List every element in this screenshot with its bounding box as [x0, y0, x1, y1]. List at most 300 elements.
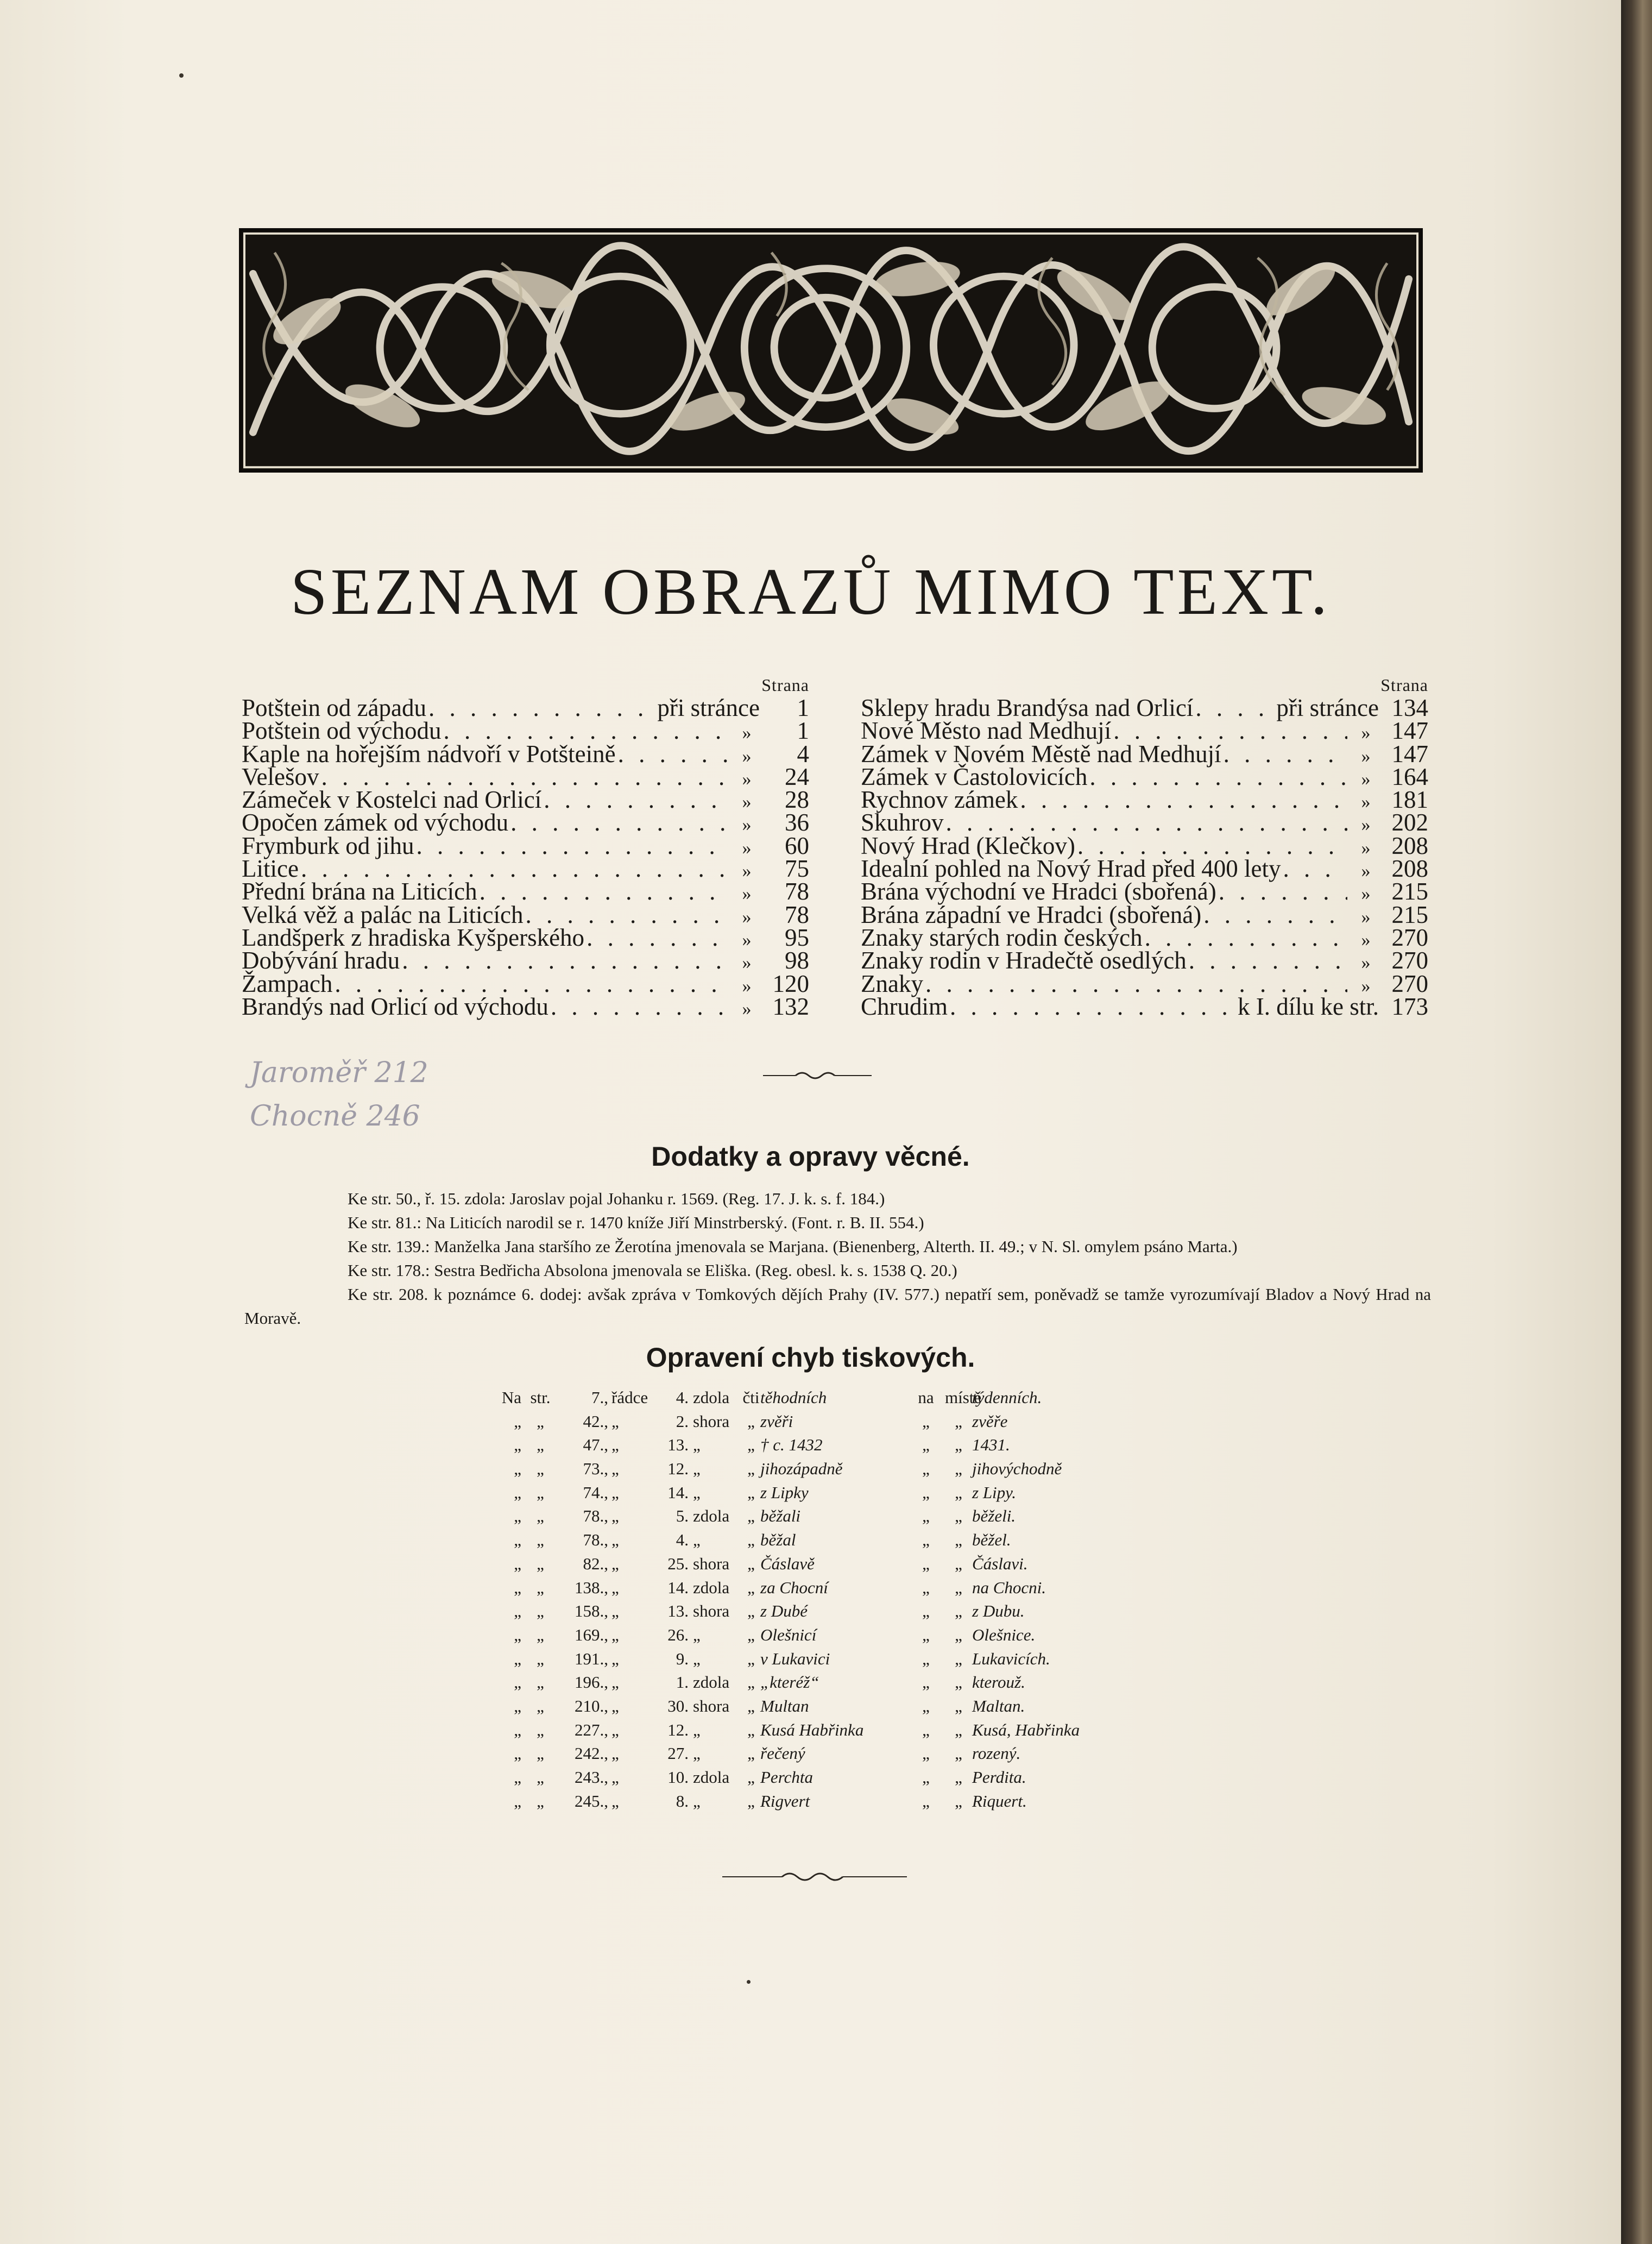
- list-item: [242, 834, 809, 857]
- entry-title: Nový Hrad (Klečkov): [861, 832, 1075, 859]
- column-header-strana: Strana: [761, 675, 809, 695]
- ditto-mark: »: [742, 907, 752, 927]
- errata-cell-read: Perchta: [760, 1768, 813, 1787]
- errata-cell-dir: „: [693, 1744, 701, 1763]
- ditto-mark: »: [1361, 907, 1371, 927]
- errata-cell-f: „: [955, 1673, 962, 1692]
- entry-title: Znaky: [861, 970, 923, 997]
- errata-cell-line: 2.: [676, 1411, 689, 1431]
- addendum-item: Ke str. 50., ř. 15. zdola: Jaroslav pojal Johanku r. 1569. (Reg. 17. J. k. s. f. 184.): [348, 1189, 885, 1208]
- entry-title: Znaky rodin v Hradečtě osedlých: [861, 947, 1187, 975]
- list-item: [861, 740, 1428, 768]
- leader-dots: [1077, 834, 1347, 857]
- list-right-column: [861, 674, 1428, 1018]
- errata-cell-a: „: [514, 1649, 521, 1668]
- errata-cell-a: Na: [501, 1388, 521, 1407]
- entry-page-number: 4: [797, 740, 809, 768]
- leader-dots: [321, 765, 728, 788]
- leader-dots: [525, 903, 728, 926]
- errata-cell-page: 73.,: [583, 1459, 608, 1479]
- entry-title: Potštein od západu: [242, 694, 426, 721]
- leader-dots: [1113, 719, 1347, 742]
- errata-cell-d: „: [747, 1577, 755, 1597]
- ditto-mark: »: [1361, 929, 1371, 950]
- ditto-mark: »: [742, 976, 752, 996]
- errata-cell-page: 74.,: [583, 1482, 608, 1502]
- errata-cell-f: „: [955, 1459, 962, 1479]
- errata-cell-d: „: [747, 1554, 755, 1573]
- errata-cell-instead: týdenních.: [972, 1388, 1042, 1407]
- errata-cell-b: „: [537, 1791, 544, 1811]
- errata-cell-instead: Riquert.: [972, 1791, 1027, 1811]
- errata-cell-d: „: [747, 1506, 755, 1526]
- entry-page-number: 1: [797, 694, 809, 721]
- entry-title: Potštein od východu: [242, 717, 442, 745]
- errata-cell-dir: „: [693, 1459, 701, 1479]
- entry-title: Nové Město nad Medhují: [861, 717, 1112, 745]
- errata-cell-e: „: [922, 1601, 930, 1621]
- errata-cell-page: 138.,: [575, 1577, 608, 1597]
- entry-page-number: 36: [785, 809, 809, 837]
- entry-page-number: 164: [1391, 763, 1428, 790]
- errata-cell-dir: „: [693, 1649, 701, 1668]
- errata-cell-b: „: [537, 1601, 544, 1621]
- errata-cell-f: místě: [945, 1388, 982, 1407]
- errata-cell-line: 5.: [676, 1506, 689, 1526]
- errata-cell-e: na: [918, 1388, 934, 1407]
- ditto-mark: »: [742, 723, 752, 744]
- leader-dots: [1203, 903, 1347, 926]
- errata-cell-page: 78.,: [583, 1506, 608, 1526]
- errata-cell-f: „: [955, 1601, 962, 1621]
- errata-cell-b: „: [537, 1673, 544, 1692]
- errata-cell-d: „: [747, 1530, 755, 1550]
- errata-cell-page: 42.,: [583, 1411, 608, 1431]
- leader-dots: [618, 743, 728, 765]
- list-item: [242, 947, 809, 975]
- errata-cell-b: „: [537, 1768, 544, 1787]
- errata-cell-line: 1.: [676, 1673, 689, 1692]
- leader-dots: [946, 811, 1347, 834]
- entry-page-number: 173: [1391, 992, 1428, 1020]
- errata-cell-a: „: [514, 1720, 521, 1739]
- errata-cell-page: 245.,: [575, 1791, 608, 1811]
- errata-cell-dir: „: [693, 1530, 701, 1550]
- errata-cell-e: „: [922, 1673, 930, 1692]
- errata-cell-e: „: [922, 1554, 930, 1573]
- entry-title: Opočen zámek od východu: [242, 809, 509, 837]
- list-item: [242, 972, 809, 995]
- entry-page-number: 132: [772, 992, 809, 1020]
- errata-cell-a: „: [514, 1601, 521, 1621]
- errata-cell-e: „: [922, 1411, 930, 1431]
- errata-cell-a: „: [514, 1768, 521, 1787]
- errata-row: [478, 1768, 1184, 1792]
- errata-cell-a: „: [514, 1577, 521, 1597]
- errata-cell-line: 4.: [676, 1530, 689, 1550]
- errata-cell-page: 47.,: [583, 1435, 608, 1455]
- entry-page-number: 24: [785, 763, 809, 790]
- errata-cell-read: „kteréž“: [760, 1673, 819, 1692]
- errata-cell-e: „: [922, 1791, 930, 1811]
- entry-title: Brána západní ve Hradci (sbořená): [861, 901, 1202, 928]
- leader-dots: [402, 949, 728, 972]
- ditto-mark: »: [1361, 884, 1371, 904]
- errata-cell-c: „: [611, 1649, 619, 1668]
- leader-dots: [587, 926, 728, 949]
- leader-dots: [925, 972, 1347, 995]
- addenda-heading: Dodatky a opravy věcné.: [651, 1141, 970, 1172]
- errata-cell-e: „: [922, 1696, 930, 1715]
- leader-dots: [301, 857, 728, 880]
- entry-title: Landšperk z hradiska Kyšperského: [242, 923, 585, 951]
- errata-cell-dir: „: [693, 1720, 701, 1739]
- errata-row: [478, 1625, 1184, 1649]
- column-header-strana: Strana: [1380, 675, 1428, 695]
- errata-cell-f: „: [955, 1744, 962, 1763]
- errata-cell-read: těhodních: [760, 1388, 827, 1407]
- pencil-note-line: Chocně 246: [250, 1100, 420, 1133]
- errata-cell-page: 196.,: [575, 1673, 608, 1692]
- errata-cell-line: 13.: [667, 1435, 689, 1455]
- ditto-mark: »: [742, 838, 752, 858]
- errata-cell-read: Rigvert: [760, 1791, 810, 1811]
- entry-title: Skuhrov: [861, 809, 944, 837]
- entry-page-number: 98: [785, 947, 809, 975]
- divider-ornament-icon: [763, 1070, 872, 1081]
- list-item: [242, 717, 809, 745]
- leader-dots: [950, 995, 1235, 1018]
- entry-title: Zámek v Častolovicích: [861, 763, 1088, 790]
- errata-cell-e: „: [922, 1435, 930, 1455]
- errata-cell-c: „: [611, 1720, 619, 1739]
- errata-cell-c: „: [611, 1506, 619, 1526]
- errata-cell-line: 26.: [667, 1625, 689, 1644]
- ditto-mark: »: [742, 953, 752, 973]
- errata-cell-instead: rozený.: [972, 1744, 1021, 1763]
- errata-row: [478, 1720, 1184, 1744]
- errata-row: [478, 1792, 1184, 1815]
- errata-cell-c: „: [611, 1625, 619, 1644]
- errata-cell-line: 12.: [667, 1720, 689, 1739]
- ornamental-banner: [239, 228, 1423, 473]
- errata-cell-dir: shora: [693, 1696, 730, 1715]
- leader-dots: [444, 719, 729, 742]
- book-gutter: [1621, 0, 1652, 2244]
- errata-cell-c: „: [611, 1530, 619, 1550]
- errata-cell-line: 8.: [676, 1791, 689, 1811]
- errata-cell-instead: z Dubu.: [972, 1601, 1025, 1621]
- entry-reference: při stránce: [657, 694, 760, 721]
- entry-page-number: 120: [772, 970, 809, 997]
- errata-cell-page: 82.,: [583, 1554, 608, 1573]
- errata-cell-e: „: [922, 1768, 930, 1787]
- pencil-note-line: Jaroměř 212: [250, 1057, 428, 1089]
- errata-cell-d: „: [747, 1673, 755, 1692]
- errata-cell-read: Kusá Habřinka: [760, 1720, 864, 1739]
- errata-cell-e: „: [922, 1649, 930, 1668]
- leader-dots: [551, 995, 728, 1018]
- page-title: SEZNAM OBRAZŮ MIMO TEXT.: [290, 555, 1331, 628]
- errata-row: [478, 1530, 1184, 1554]
- errata-cell-b: str.: [530, 1388, 551, 1407]
- errata-row: [478, 1601, 1184, 1625]
- errata-cell-page: 227.,: [575, 1720, 608, 1739]
- entry-title: Velešov: [242, 763, 319, 790]
- errata-row: [478, 1696, 1184, 1720]
- errata-cell-instead: kterouž.: [972, 1673, 1025, 1692]
- errata-cell-c: řádce: [611, 1388, 648, 1407]
- entry-page-number: 95: [785, 923, 809, 951]
- entry-page-number: 147: [1391, 740, 1428, 768]
- errata-row: [478, 1673, 1184, 1696]
- errata-cell-b: „: [537, 1649, 544, 1668]
- errata-cell-line: 12.: [667, 1459, 689, 1479]
- paper-speck: [747, 1980, 751, 1984]
- entry-title: Litice: [242, 855, 299, 883]
- errata-cell-line: 30.: [667, 1696, 689, 1715]
- errata-cell-line: 10.: [667, 1768, 689, 1787]
- errata-cell-a: „: [514, 1554, 521, 1573]
- errata-cell-dir: zdola: [693, 1388, 730, 1407]
- leader-dots: [335, 972, 728, 995]
- errata-cell-b: „: [537, 1506, 544, 1526]
- errata-cell-c: „: [611, 1601, 619, 1621]
- pencil-annotation: [250, 1051, 428, 1138]
- errata-cell-dir: „: [693, 1791, 701, 1811]
- errata-cell-line: 14.: [667, 1482, 689, 1502]
- errata-cell-instead: Čáslavi.: [972, 1554, 1028, 1573]
- entry-title: Zámek v Novém Městě nad Medhují: [861, 740, 1221, 768]
- errata-cell-read: v Lukavici: [760, 1649, 830, 1668]
- errata-row: [478, 1506, 1184, 1530]
- list-left-column: [242, 674, 809, 1018]
- errata-cell-c: „: [611, 1744, 619, 1763]
- errata-cell-c: „: [611, 1696, 619, 1715]
- entry-page-number: 134: [1391, 694, 1428, 721]
- errata-row: [478, 1435, 1184, 1459]
- errata-cell-a: „: [514, 1435, 521, 1455]
- list-item: [242, 878, 809, 906]
- errata-cell-f: „: [955, 1554, 962, 1573]
- list-item: [242, 786, 809, 814]
- errata-cell-f: „: [955, 1435, 962, 1455]
- ditto-mark: »: [742, 792, 752, 813]
- errata-cell-instead: Maltan.: [972, 1696, 1025, 1715]
- errata-cell-read: Olešnicí: [760, 1625, 817, 1644]
- ditto-mark: »: [1361, 976, 1371, 996]
- errata-cell-dir: zdola: [693, 1506, 730, 1526]
- errata-cell-e: „: [922, 1577, 930, 1597]
- addendum-item: Ke str. 139.: Manželka Jana staršího ze Žerotína jmenovala se Marjana. (Bienenberg, Alterth. II. 49.; v N. Sl. omylem psáno Marta.): [348, 1237, 1238, 1256]
- errata-cell-read: Čáslavě: [760, 1554, 815, 1573]
- errata-cell-f: „: [955, 1696, 962, 1715]
- errata-cell-b: „: [537, 1625, 544, 1644]
- errata-cell-e: „: [922, 1482, 930, 1502]
- errata-cell-f: „: [955, 1791, 962, 1811]
- leader-dots: [1283, 857, 1347, 880]
- list-item: [861, 992, 1428, 1020]
- entry-page-number: 181: [1391, 786, 1428, 814]
- errata-cell-e: „: [922, 1720, 930, 1739]
- addendum-item: Ke str. 208. k poznámce 6. dodej: avšak zpráva v Tomkových dějích Prahy (IV. 577.) nepatří sem, poněvadž se tamže vyrozumívají Bladov a Nový Hrad na Moravě.: [244, 1285, 1431, 1328]
- list-item: [861, 947, 1428, 975]
- ditto-mark: »: [742, 929, 752, 950]
- errata-cell-dir: „: [693, 1435, 701, 1455]
- interlace-ornament: [242, 231, 1420, 469]
- errata-cell-b: „: [537, 1435, 544, 1455]
- errata-cell-e: „: [922, 1506, 930, 1526]
- errata-cell-page: 242.,: [575, 1744, 608, 1763]
- list-item: [242, 992, 809, 1020]
- entry-page-number: 1: [797, 717, 809, 745]
- errata-heading: Opravení chyb tiskových.: [646, 1342, 975, 1373]
- errata-cell-page: 158.,: [575, 1601, 608, 1621]
- errata-cell-f: „: [955, 1411, 962, 1431]
- errata-cell-d: „: [747, 1720, 755, 1739]
- errata-cell-instead: jihovýchodně: [972, 1459, 1062, 1479]
- errata-cell-d: „: [747, 1696, 755, 1715]
- entry-title: Velká věž a palác na Liticích: [242, 901, 524, 928]
- errata-cell-read: zvěři: [760, 1411, 793, 1431]
- addendum-item: Ke str. 81.: Na Liticích narodil se r. 1470 kníže Jiří Minstrberský. (Font. r. B. II. 554.): [348, 1213, 924, 1232]
- entry-title: Dobývání hradu: [242, 947, 400, 975]
- errata-cell-b: „: [537, 1459, 544, 1479]
- errata-cell-dir: shora: [693, 1601, 730, 1621]
- errata-table: [478, 1388, 1184, 1815]
- entry-page-number: 147: [1391, 717, 1428, 745]
- errata-cell-f: „: [955, 1577, 962, 1597]
- errata-cell-dir: „: [693, 1482, 701, 1502]
- errata-cell-page: 78.,: [583, 1530, 608, 1550]
- errata-cell-line: 27.: [667, 1744, 689, 1763]
- ditto-mark: »: [1361, 815, 1371, 835]
- list-item: [861, 855, 1428, 883]
- leader-dots: [1145, 926, 1347, 949]
- addenda-notes: [244, 1187, 1431, 1330]
- errata-row: [478, 1578, 1184, 1602]
- ditto-mark: »: [1361, 953, 1371, 973]
- errata-cell-instead: běžel.: [972, 1530, 1011, 1550]
- entry-page-number: 215: [1391, 878, 1428, 906]
- list-item: [242, 809, 809, 837]
- errata-cell-a: „: [514, 1625, 521, 1644]
- errata-cell-c: „: [611, 1411, 619, 1431]
- ditto-mark: »: [1361, 861, 1371, 882]
- errata-row: [478, 1483, 1184, 1507]
- errata-cell-a: „: [514, 1696, 521, 1715]
- errata-cell-instead: z Lipy.: [972, 1482, 1016, 1502]
- errata-cell-page: 7.,: [591, 1388, 608, 1407]
- leader-dots: [428, 696, 655, 719]
- errata-cell-a: „: [514, 1506, 521, 1526]
- list-item: [242, 765, 809, 788]
- leader-dots: [1224, 743, 1347, 765]
- list-item: [861, 765, 1428, 788]
- addendum-item: Ke str. 178.: Sestra Bedřicha Absolona jmenovala se Eliška. (Reg. obesl. k. s. 1538 Q. 20.): [348, 1261, 957, 1280]
- errata-cell-instead: 1431.: [972, 1435, 1010, 1455]
- errata-cell-e: „: [922, 1530, 930, 1550]
- list-item: [861, 923, 1428, 951]
- entry-page-number: 78: [785, 878, 809, 906]
- errata-cell-page: 191.,: [575, 1649, 608, 1668]
- entry-page-number: 215: [1391, 901, 1428, 928]
- errata-cell-a: „: [514, 1459, 521, 1479]
- list-item: [861, 696, 1428, 719]
- errata-cell-d: „: [747, 1768, 755, 1787]
- errata-cell-d: „: [747, 1459, 755, 1479]
- errata-cell-d: „: [747, 1435, 755, 1455]
- errata-cell-e: „: [922, 1744, 930, 1763]
- leader-dots: [544, 788, 728, 811]
- errata-cell-b: „: [537, 1554, 544, 1573]
- errata-cell-a: „: [514, 1482, 521, 1502]
- errata-cell-d: „: [747, 1649, 755, 1668]
- ditto-mark: »: [1361, 792, 1371, 813]
- errata-cell-instead: Kusá, Habřinka: [972, 1720, 1080, 1739]
- list-item: [861, 809, 1428, 837]
- errata-cell-d: „: [747, 1482, 755, 1502]
- errata-cell-line: 9.: [676, 1649, 689, 1668]
- errata-cell-read: běžali: [760, 1506, 801, 1526]
- ditto-mark: »: [742, 998, 752, 1019]
- entry-page-number: 270: [1391, 947, 1428, 975]
- list-item: [242, 903, 809, 926]
- errata-cell-line: 4.: [676, 1388, 689, 1407]
- errata-cell-dir: zdola: [693, 1768, 730, 1787]
- errata-cell-c: „: [611, 1435, 619, 1455]
- errata-cell-instead: běželi.: [972, 1506, 1016, 1526]
- errata-cell-c: „: [611, 1791, 619, 1811]
- ditto-mark: »: [1361, 746, 1371, 766]
- errata-cell-d: „: [747, 1791, 755, 1811]
- right-entries: [861, 696, 1428, 1018]
- entry-title: Znaky starých rodin českých: [861, 923, 1143, 951]
- entry-title: Chrudim: [861, 992, 948, 1020]
- entry-page-number: 208: [1391, 832, 1428, 859]
- entry-title: Zámeček v Kostelci nad Orlicí: [242, 786, 542, 814]
- errata-cell-read: z Lipky: [760, 1482, 809, 1502]
- errata-cell-instead: na Chocni.: [972, 1577, 1046, 1597]
- entry-title: Sklepy hradu Brandýsa nad Orlicí: [861, 694, 1194, 721]
- entry-page-number: 202: [1391, 809, 1428, 837]
- list-item: [242, 855, 809, 883]
- entry-page-number: 75: [785, 855, 809, 883]
- errata-row: [478, 1554, 1184, 1578]
- ditto-mark: »: [742, 746, 752, 766]
- errata-cell-read: za Chocní: [760, 1577, 828, 1597]
- list-item: [861, 834, 1428, 857]
- errata-cell-c: „: [611, 1768, 619, 1787]
- entry-title: Přední brána na Liticích: [242, 878, 477, 906]
- errata-cell-page: 243.,: [575, 1768, 608, 1787]
- leader-dots: [510, 811, 728, 834]
- errata-cell-d: „: [747, 1625, 755, 1644]
- leader-dots: [1189, 949, 1347, 972]
- errata-cell-read: jihozápadně: [760, 1459, 843, 1479]
- errata-cell-read: řečený: [760, 1744, 805, 1763]
- leader-dots: [1089, 765, 1347, 788]
- list-item: [242, 740, 809, 768]
- errata-cell-dir: „: [693, 1625, 701, 1644]
- entry-page-number: 60: [785, 832, 809, 859]
- errata-cell-d: čti: [742, 1388, 760, 1407]
- errata-row: [478, 1744, 1184, 1768]
- ditto-mark: »: [742, 884, 752, 904]
- errata-cell-f: „: [955, 1720, 962, 1739]
- errata-cell-dir: shora: [693, 1554, 730, 1573]
- errata-cell-read: † c. 1432: [760, 1435, 823, 1455]
